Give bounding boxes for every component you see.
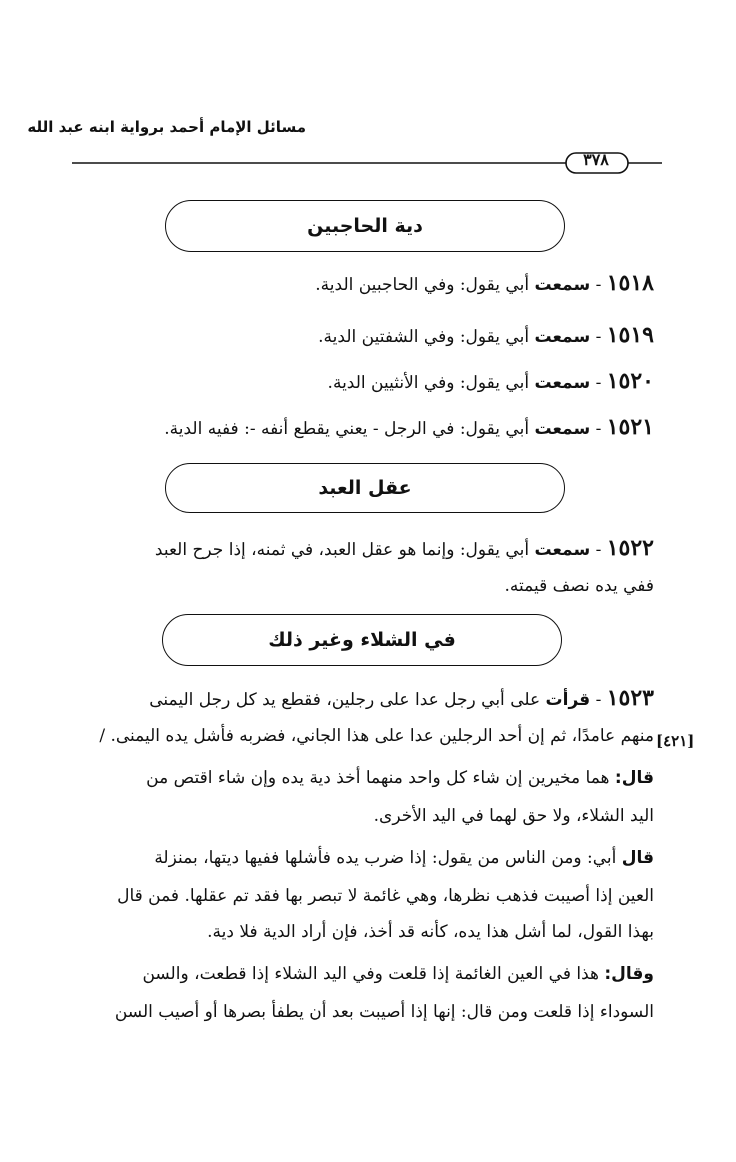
speaker-keyword: قال [621, 848, 654, 868]
entry-keyword: سمعت [534, 419, 591, 439]
entry-keyword: سمعت [534, 327, 591, 347]
entry-1522-continued: ففي يده نصف قيمته. [504, 576, 654, 596]
entry-number: ١٥٢٠ [606, 368, 654, 394]
entry-keyword: سمعت [534, 373, 591, 393]
entry-number: ١٥٢١ [606, 414, 654, 440]
paragraph-qala-2-line-1 [154, 848, 654, 868]
paragraph-qala-1-line-1 [146, 768, 654, 788]
paragraph-qala-3-line-2: السوداء إذا قلعت ومن قال: إنها إذا أصيبت بعد أن يطفأ بصرها أو أصيب السن [114, 1002, 654, 1022]
entry-1522: ١٥٢٢ - سمعت أبي يقول: وإنما هو عقل العبد، في ثمنه، إذا جرح العبد [154, 535, 654, 561]
entry-number: ١٥١٨ [606, 270, 654, 296]
section-heading-paralysis: في الشلاء وغير ذلك [162, 614, 562, 666]
paragraph-qala-1-line-2: اليد الشلاء، ولا حق لهما في اليد الأخرى. [373, 806, 654, 826]
entry-text: أبي يقول: في الرجل - يعني يقطع أنفه -: ففيه الدية. [164, 419, 535, 439]
entry-text: أبي يقول: وفي الحاجبين الدية. [315, 275, 535, 295]
margin-reference: [٤٢١] [656, 732, 695, 750]
entry-keyword: سمعت [534, 275, 591, 295]
page-number: ٣٧٨ [583, 150, 609, 169]
entry-text: أبي يقول: وفي الأنثيين الدية. [327, 373, 535, 393]
speaker-keyword: قال: [614, 768, 654, 788]
entry-1519: ١٥١٩ - سمعت أبي يقول: وفي الشفتين الدية. [318, 322, 654, 348]
entry-1518: ١٥١٨ - سمعت أبي يقول: وفي الحاجبين الدية. [315, 270, 654, 296]
entry-text: على أبي رجل عدا على رجلين، فقطع يد كل رجل اليمنى [149, 690, 546, 710]
entry-keyword: قرأت [545, 690, 591, 710]
entry-1523-continued: منهم عامدًا، ثم إن أحد الرجلين عدا على هذا الجاني، فضربه فأشل يده اليمنى. / [99, 726, 654, 746]
entry-number: ١٥١٩ [606, 322, 654, 348]
paragraph-text: هما مخيرين إن شاء كل واحد منهما أخذ دية يده وإن شاء اقتص من [146, 768, 615, 788]
entry-keyword: سمعت [534, 540, 591, 560]
paragraph-text: أبي: ومن الناس من يقول: إذا ضرب يده فأشلها ففيها ديتها، بمنزلة [154, 848, 622, 868]
entry-1520: ١٥٢٠ - سمعت أبي يقول: وفي الأنثيين الدية. [327, 368, 654, 394]
paragraph-text: هذا في العين الغائمة إذا قلعت وفي اليد الشلاء إذا قطعت، والسن [142, 964, 605, 984]
paragraph-qala-3-line-1 [142, 964, 654, 984]
entry-1521: ١٥٢١ - سمعت أبي يقول: في الرجل - يعني يقطع أنفه -: ففيه الدية. [164, 414, 654, 440]
entry-text: أبي يقول: وفي الشفتين الدية. [318, 327, 535, 347]
section-heading-eyebrows: دية الحاجبين [165, 200, 565, 252]
section-heading-slave-compensation: عقل العبد [165, 463, 565, 513]
speaker-keyword: وقال: [604, 964, 654, 984]
entry-text: أبي يقول: وإنما هو عقل العبد، في ثمنه، إذا جرح العبد [154, 540, 535, 560]
entry-number: ١٥٢٣ [606, 685, 654, 711]
entry-1523: ١٥٢٣ - قرأت على أبي رجل عدا على رجلين، فقطع يد كل رجل اليمنى [149, 685, 654, 711]
paragraph-qala-2-line-2: العين إذا أصيبت فذهب نظرها، وهي غائمة لا تبصر بها فقد تم عقلها. فمن قال [117, 886, 654, 906]
paragraph-qala-2-line-3: بهذا القول، لما أشل هذا يده، كأنه قد أخذ، فإن أراد الدية فلا دية. [207, 922, 654, 942]
running-header-title: مسائل الإمام أحمد برواية ابنه عبد الله [27, 118, 306, 136]
entry-number: ١٥٢٢ [606, 535, 654, 561]
